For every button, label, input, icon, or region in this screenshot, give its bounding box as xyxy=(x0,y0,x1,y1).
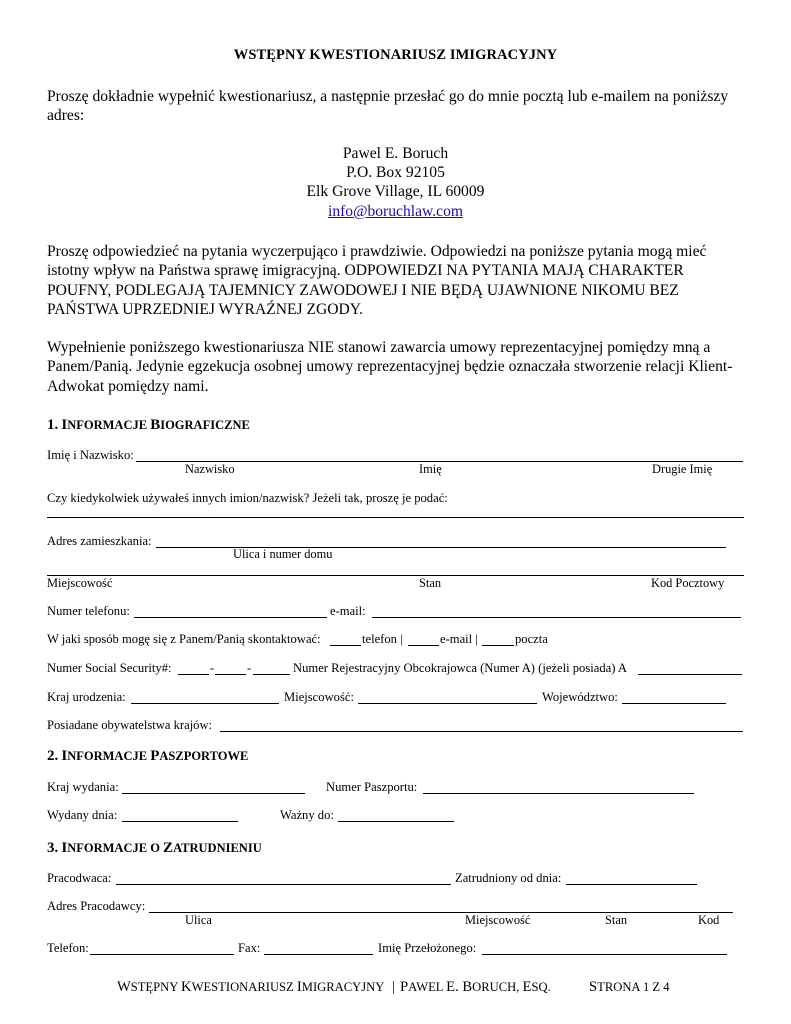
confidentiality-paragraph: Proszę odpowiedzieć na pytania wyczerpująco i prawdziwie. Odpowiedzi na poniższe pytania mogą mieć istotny wpływ na Państwa sprawę imigracyjną. ODPOWIEDZI NA PYTANIA MAJĄ CHARAKTER POUFNY, PODLEGAJĄ TAJEMNICY ZAWODOWEJ I NIE BĘDĄ UJAWNIONE NIKOMU BEZ PAŃSTWA UPRZEDNIEJ WYRAŹNEJ ZGODY. xyxy=(47,243,707,318)
employer-zip-sublabel: Kod xyxy=(698,913,720,927)
contact-phone-field[interactable] xyxy=(330,645,361,646)
employed-since-field[interactable] xyxy=(566,884,697,885)
contact-email-field[interactable] xyxy=(408,645,439,646)
city-state-zip-field[interactable] xyxy=(47,575,744,576)
ssn-part-2-field[interactable] xyxy=(215,674,246,675)
birth-country-label: Kraj urodzenia: xyxy=(47,690,126,704)
footer-separator: | xyxy=(392,979,395,995)
ssn-dash-1: - xyxy=(210,661,215,675)
birth-province-field[interactable] xyxy=(622,703,726,704)
contact-email-label: e-mail | xyxy=(440,632,478,646)
alien-number-label: Numer Rejestracyjny Obcokrajowca (Numer A) (jeżeli posiada) A xyxy=(293,661,627,675)
employer-city-sublabel: Miejscowość xyxy=(465,913,531,927)
street-sublabel: Ulica i numer domu xyxy=(233,547,333,561)
employer-fax-field[interactable] xyxy=(264,954,373,955)
employer-street-sublabel: Ulica xyxy=(185,913,212,927)
phone-field[interactable] xyxy=(134,617,327,618)
residence-address-label: Adres zamieszkania: xyxy=(47,534,152,548)
intro-paragraph: Proszę dokładnie wypełnić kwestionariusz, a następnie przesłać go do mnie pocztą lub e-mailem na poniższy adres: xyxy=(47,88,729,125)
contact-post-label: poczta xyxy=(515,632,548,646)
email-field[interactable] xyxy=(372,617,741,618)
contact-phone-label: telefon | xyxy=(362,632,403,646)
phone-label: Numer telefonu: xyxy=(47,604,130,618)
supervisor-field[interactable] xyxy=(482,954,727,955)
footer-author: PAWEL E. BORUCH, ESQ. xyxy=(400,979,551,995)
citizenship-label: Posiadane obywatelstwa krajów: xyxy=(47,718,213,732)
issued-date-field[interactable] xyxy=(122,821,238,822)
employer-fax-label: Fax: xyxy=(238,941,261,955)
employer-state-sublabel: Stan xyxy=(605,913,628,927)
birth-city-label: Miejscowość: xyxy=(284,690,354,704)
ssn-part-1-field[interactable] xyxy=(178,674,209,675)
passport-number-label: Numer Paszportu: xyxy=(326,780,418,794)
birth-province-label: Województwo: xyxy=(542,690,618,704)
first-name-sublabel: Imię xyxy=(419,462,442,476)
section-2-heading: 2. INFORMACJE PASZPORTOWE xyxy=(47,748,249,764)
employer-address-label: Adres Pracodawcy: xyxy=(47,899,146,913)
section-1-heading: 1. INFORMACJE BIOGRAFICZNE xyxy=(47,417,250,433)
employer-label: Pracodwaca: xyxy=(47,871,112,885)
valid-until-field[interactable] xyxy=(338,821,454,822)
issue-country-label: Kraj wydania: xyxy=(47,780,119,794)
other-names-field[interactable] xyxy=(47,517,744,518)
address-box: P.O. Box 92105 xyxy=(346,164,445,181)
other-names-label: Czy kiedykolwiek używałeś innych imion/nazwisk? Jeżeli tak, proszę je podać: xyxy=(47,491,448,505)
employer-address-field[interactable] xyxy=(149,912,733,913)
footer-page-number: STRONA 1 Z 4 xyxy=(589,979,670,995)
document-title: WSTĘPNY KWESTIONARIUSZ IMIGRACYJNY xyxy=(233,47,558,63)
email-link[interactable]: info@boruchlaw.com xyxy=(327,203,464,220)
middle-name-sublabel: Drugie Imię xyxy=(652,462,713,476)
surname-sublabel: Nazwisko xyxy=(185,462,235,476)
ssn-part-3-field[interactable] xyxy=(253,674,290,675)
zip-sublabel: Kod Pocztowy xyxy=(651,576,725,590)
address-email-row xyxy=(0,203,791,221)
valid-until-label: Ważny do: xyxy=(280,808,334,822)
ssn-label: Numer Social Security#: xyxy=(47,661,172,675)
ssn-dash-2: - xyxy=(247,661,252,675)
passport-number-field[interactable] xyxy=(423,793,694,794)
full-name-label: Imię i Nazwisko: xyxy=(47,448,134,462)
alien-number-field[interactable] xyxy=(638,674,742,675)
birth-city-field[interactable] xyxy=(358,703,537,704)
contact-post-field[interactable] xyxy=(482,645,514,646)
citizenship-field[interactable] xyxy=(220,731,743,732)
employer-field[interactable] xyxy=(116,884,451,885)
state-sublabel: Stan xyxy=(419,576,442,590)
employed-since-label: Zatrudniony od dnia: xyxy=(455,871,562,885)
address-city: Elk Grove Village, IL 60009 xyxy=(306,183,485,200)
supervisor-label: Imię Przełożonego: xyxy=(378,941,477,955)
section-3-heading: 3. INFORMACJE O ZATRUDNIENIU xyxy=(47,840,262,856)
employer-phone-field[interactable] xyxy=(90,954,234,955)
representation-paragraph: Wypełnienie poniższego kwestionariusza NIE stanowi zawarcia umowy reprezentacyjnej pomiędzy mną a Panem/Panią. Jedynie egzekucja osobnej umowy reprezentacyjnej będzie oznaczała stworzenie relacji Klient-Adwokat pomiędzy nami. xyxy=(47,339,733,395)
contact-method-label: W jaki sposób mogę się z Panem/Panią skontaktować: xyxy=(47,632,321,646)
email-label: e-mail: xyxy=(330,604,366,618)
footer-title: WSTĘPNY KWESTIONARIUSZ IMIGRACYJNY xyxy=(117,979,385,995)
address-name: Pawel E. Boruch xyxy=(342,145,449,162)
issue-country-field[interactable] xyxy=(122,793,305,794)
employer-phone-label: Telefon: xyxy=(47,941,89,955)
city-sublabel: Miejscowość xyxy=(47,576,113,590)
issued-date-label: Wydany dnia: xyxy=(47,808,118,822)
birth-country-field[interactable] xyxy=(131,703,279,704)
